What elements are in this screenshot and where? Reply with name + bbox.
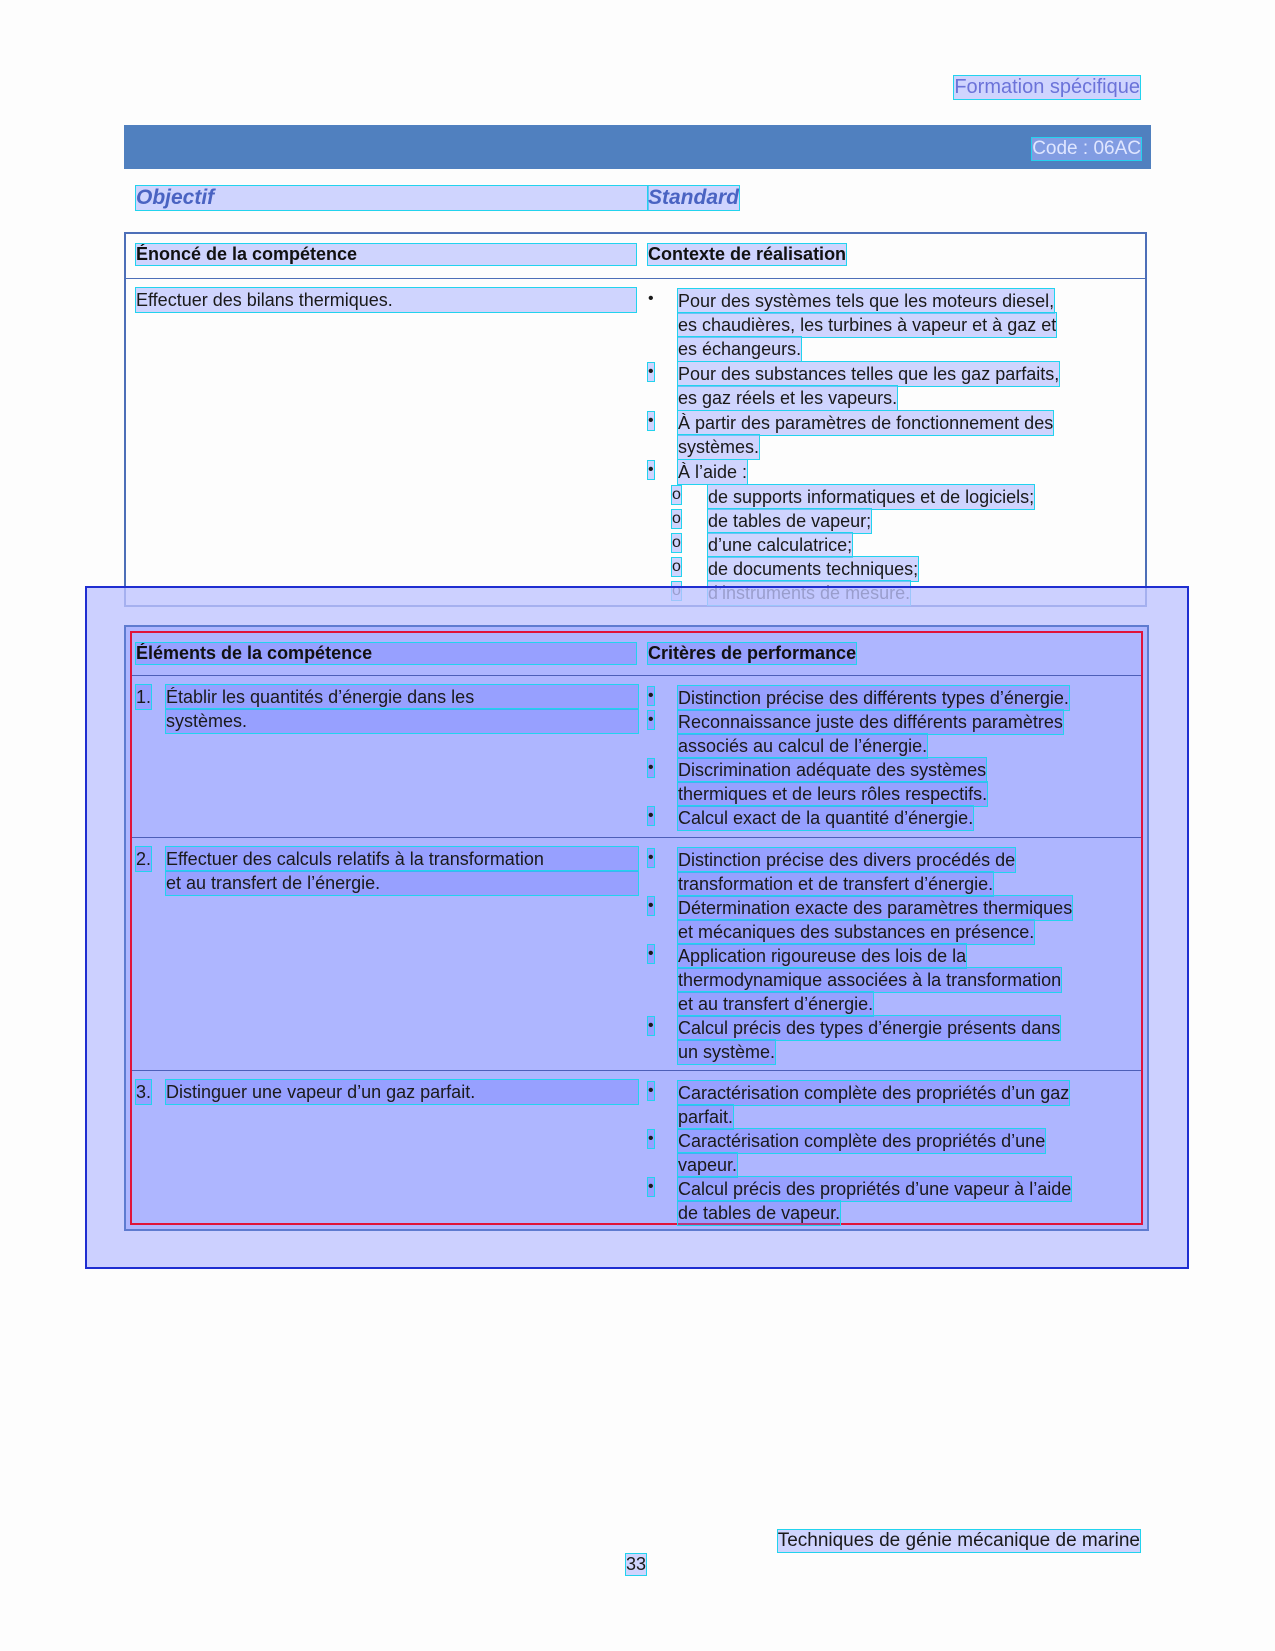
code-banner <box>124 125 1151 169</box>
criterion-line: vapeur. <box>678 1155 738 1175</box>
criterion-line: Application rigoureuse des lois de la <box>678 946 967 966</box>
context-header: Contexte de réalisation <box>648 244 847 264</box>
bullet-icon: • <box>648 290 654 307</box>
standard-title: Standard <box>648 186 740 209</box>
element-line: systèmes. <box>166 709 638 733</box>
context-sub-item: de documents techniques; <box>708 559 919 579</box>
criterion-line: et au transfert d’énergie. <box>678 994 874 1014</box>
bullet-icon: • <box>648 1082 654 1099</box>
elements-header: Éléments de la compétence <box>136 643 636 664</box>
criterion-line: et mécaniques des substances en présence. <box>678 922 1035 942</box>
element-number: 1. <box>136 687 152 707</box>
competence-header-row <box>126 234 1145 279</box>
criterion-line: Détermination exacte des paramètres thermiques <box>678 898 1073 918</box>
element-line: Effectuer des calculs relatifs à la transformation <box>166 847 638 871</box>
criterion-line: Reconnaissance juste des différents paramètres <box>678 712 1063 732</box>
element-line: et au transfert de l’énergie. <box>166 871 638 895</box>
criterion-line: un système. <box>678 1042 776 1062</box>
footer-program-name: Techniques de génie mécanique de marine <box>777 1530 1140 1551</box>
sub-bullet-icon: o <box>672 486 681 503</box>
row-divider <box>132 675 1141 676</box>
bullet-icon: • <box>648 849 654 866</box>
competence-statement-header: Énoncé de la compétence <box>136 244 636 265</box>
criterion-line: Caractérisation complète des propriétés d’un gaz <box>678 1083 1070 1103</box>
criterion-line: Caractérisation complète des propriétés d’une <box>678 1131 1046 1151</box>
program-label: Formation spécifique <box>954 76 1140 98</box>
context-sub-item: de tables de vapeur; <box>708 511 872 531</box>
objectif-title: Objectif <box>136 186 648 210</box>
competence-table <box>124 232 1147 607</box>
sub-bullet-icon: o <box>672 558 681 575</box>
context-line: systèmes. <box>678 437 760 457</box>
context-line: À l’aide : <box>678 462 748 482</box>
criterion-line: Distinction précise des divers procédés de <box>678 850 1016 870</box>
element-line: Distinguer une vapeur d’un gaz parfait. <box>166 1080 638 1104</box>
sub-bullet-icon: o <box>672 534 681 551</box>
competence-statement: Effectuer des bilans thermiques. <box>136 288 636 312</box>
context-line: es chaudières, les turbines à vapeur et à gaz et <box>678 315 1057 335</box>
context-sub-item: d’une calculatrice; <box>708 535 853 555</box>
bullet-icon: • <box>648 711 654 728</box>
criterion-line: de tables de vapeur. <box>678 1203 841 1223</box>
criteria-header: Critères de performance <box>648 643 857 663</box>
bullet-icon: • <box>648 1017 654 1034</box>
criterion-line: parfait. <box>678 1107 734 1127</box>
context-line: À partir des paramètres de fonctionnement des <box>678 413 1054 433</box>
criterion-line: Discrimination adéquate des systèmes <box>678 760 987 780</box>
context-sub-item: de supports informatiques et de logiciels; <box>708 487 1035 507</box>
bullet-icon: • <box>648 945 654 962</box>
criterion-line: associés au calcul de l’énergie. <box>678 736 928 756</box>
criterion-line: Calcul précis des types d’énergie présents dans <box>678 1018 1061 1038</box>
row-divider <box>132 837 1141 838</box>
criterion-line: Calcul précis des propriétés d’une vapeur à l’aide <box>678 1179 1072 1199</box>
bullet-icon: • <box>648 412 654 429</box>
bullet-icon: • <box>648 759 654 776</box>
context-line: Pour des systèmes tels que les moteurs diesel, <box>678 291 1055 311</box>
element-number: 3. <box>136 1082 152 1102</box>
course-code: Code : 06AC <box>1032 138 1141 159</box>
criterion-line: thermiques et de leurs rôles respectifs. <box>678 784 988 804</box>
elements-table <box>124 625 1149 1231</box>
bullet-icon: • <box>648 897 654 914</box>
criterion-line: Calcul exact de la quantité d’énergie. <box>678 808 974 828</box>
criterion-line: Distinction précise des différents types d’énergie. <box>678 688 1069 708</box>
criterion-line: thermodynamique associées à la transformation <box>678 970 1062 990</box>
context-line: es gaz réels et les vapeurs. <box>678 388 898 408</box>
bullet-icon: • <box>648 1130 654 1147</box>
element-line: Établir les quantités d’énergie dans les <box>166 685 638 709</box>
element-number: 2. <box>136 849 152 869</box>
page-number: 33 <box>626 1554 647 1574</box>
context-line: es échangeurs. <box>678 339 802 359</box>
bullet-icon: • <box>648 807 654 824</box>
bullet-icon: • <box>648 461 654 478</box>
sub-bullet-icon: o <box>672 510 681 527</box>
bullet-icon: • <box>648 687 654 704</box>
criterion-line: transformation et de transfert d’énergie. <box>678 874 994 894</box>
bullet-icon: • <box>648 1178 654 1195</box>
context-line: Pour des substances telles que les gaz parfaits, <box>678 364 1060 384</box>
bullet-icon: • <box>648 363 654 380</box>
elements-table-frame <box>130 631 1143 1225</box>
row-divider <box>132 1070 1141 1071</box>
